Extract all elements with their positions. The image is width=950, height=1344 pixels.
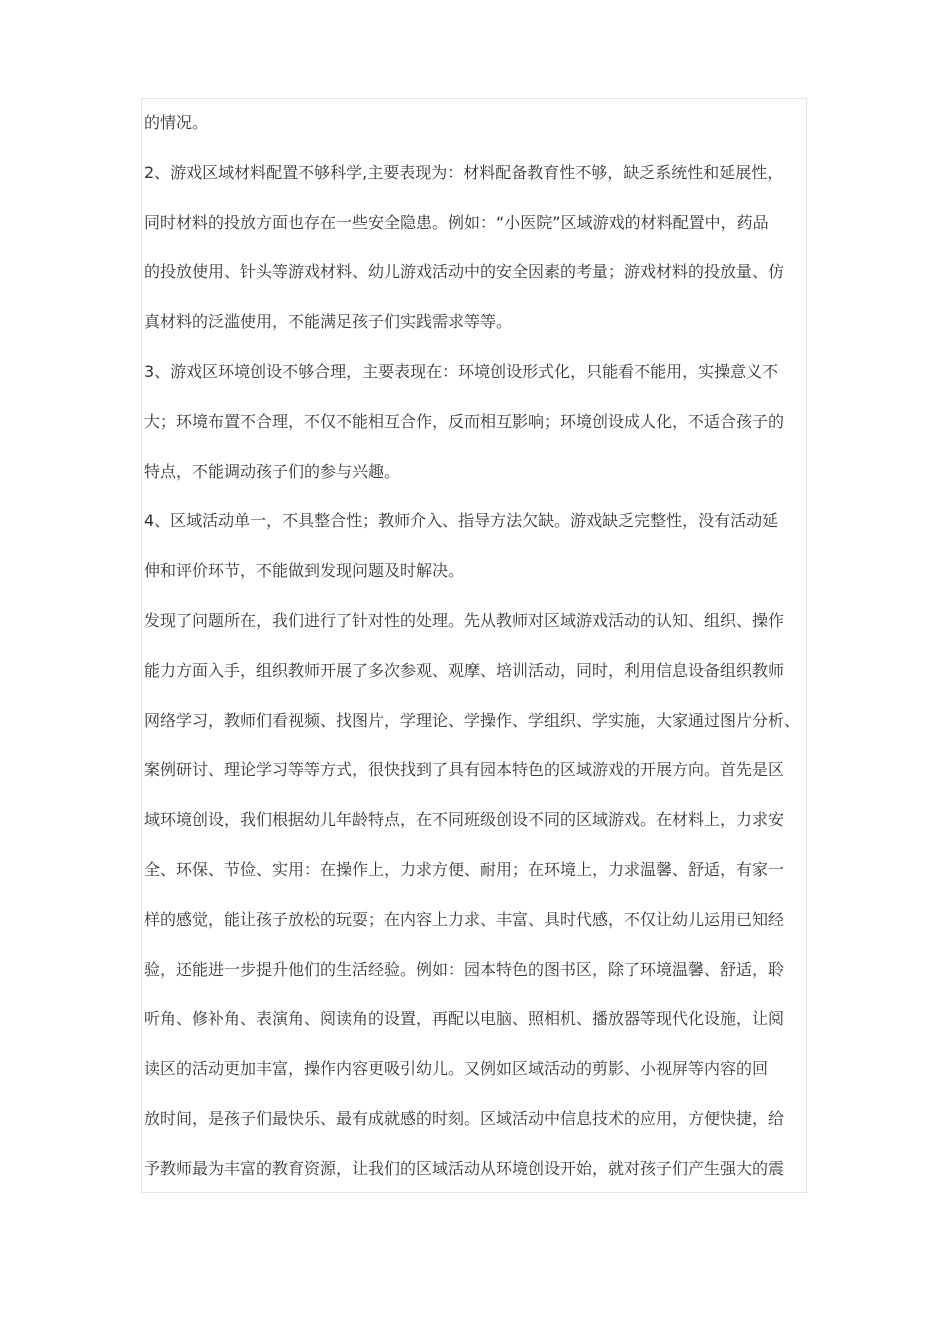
text-line: 的投放使用、针头等游戏材料、幼儿游戏活动中的安全因素的考量；游戏材料的投放量、仿 — [144, 262, 785, 282]
text-line: 同时材料的投放方面也存在一些安全隐患。例如：“小医院”区域游戏的材料配置中，药品 — [144, 212, 769, 232]
text-line: 网络学习，教师们看视频、找图片，学理论、学操作、学组织、学实施，大家通过图片分析、 — [144, 710, 801, 730]
text-line: 大；环境布置不合理，不仅不能相互合作，反而相互影响；环境创设成人化，不适合孩子的 — [144, 411, 785, 431]
text-line: 予教师最为丰富的教育资源，让我们的区域活动从环境创设开始，就对孩子们产生强大的震 — [144, 1158, 785, 1178]
document-body — [144, 98, 820, 1194]
text-line: 发现了问题所在，我们进行了针对性的处理。先从教师对区域游戏活动的认知、组织、操作 — [144, 610, 785, 630]
text-line: 样的感觉，能让孩子放松的玩耍；在内容上力求、丰富、具时代感，不仅让幼儿运用已知经 — [144, 909, 785, 929]
text-line: 2、游戏区域材料配置不够科学,主要表现为：材料配备教育性不够，缺乏系统性和延展性， — [144, 162, 784, 182]
text-line: 能力方面入手，组织教师开展了多次参观、观摩、培训活动，同时，利用信息设备组织教师 — [144, 660, 785, 680]
text-line: 听角、修补角、表演角、阅读角的设置，再配以电脑、照相机、播放器等现代化设施，让阅 — [144, 1009, 785, 1029]
text-line: 放时间，是孩子们最快乐、最有成就感的时刻。区域活动中信息技术的应用，方便快捷，给 — [144, 1108, 785, 1128]
text-line: 案例研讨、理论学习等等方式，很快找到了具有园本特色的区域游戏的开展方向。首先是区 — [144, 760, 785, 780]
text-line: 特点，不能调动孩子们的参与兴趣。 — [144, 461, 401, 481]
text-line: 的情况。 — [144, 113, 209, 132]
text-line: 域环境创设，我们根据幼儿年龄特点，在不同班级创设不同的区域游戏。在材料上，力求安 — [144, 810, 785, 830]
text-line: 3、游戏区环境创设不够合理，主要表现在：环境创设形式化，只能看不能用，实操意义不 — [144, 361, 779, 381]
text-line: 4、区域活动单一，不具整合性；教师介入、指导方法欠缺。游戏缺乏完整性，没有活动延 — [144, 511, 779, 531]
text-line: 读区的活动更加丰富，操作内容更吸引幼儿。又例如区域活动的剪影、小视屏等内容的回 — [144, 1059, 769, 1079]
text-line: 全、环保、节俭、实用：在操作上，力求方便、耐用；在环境上，力求温馨、舒适，有家一 — [144, 859, 785, 879]
text-line: 验，还能进一步提升他们的生活经验。例如：园本特色的图书区，除了环境温馨、舒适，聆 — [144, 959, 785, 979]
text-line: 真材料的泛滥使用，不能满足孩子们实践需求等等。 — [144, 312, 513, 332]
text-line: 伸和评价环节，不能做到发现问题及时解决。 — [144, 561, 465, 581]
